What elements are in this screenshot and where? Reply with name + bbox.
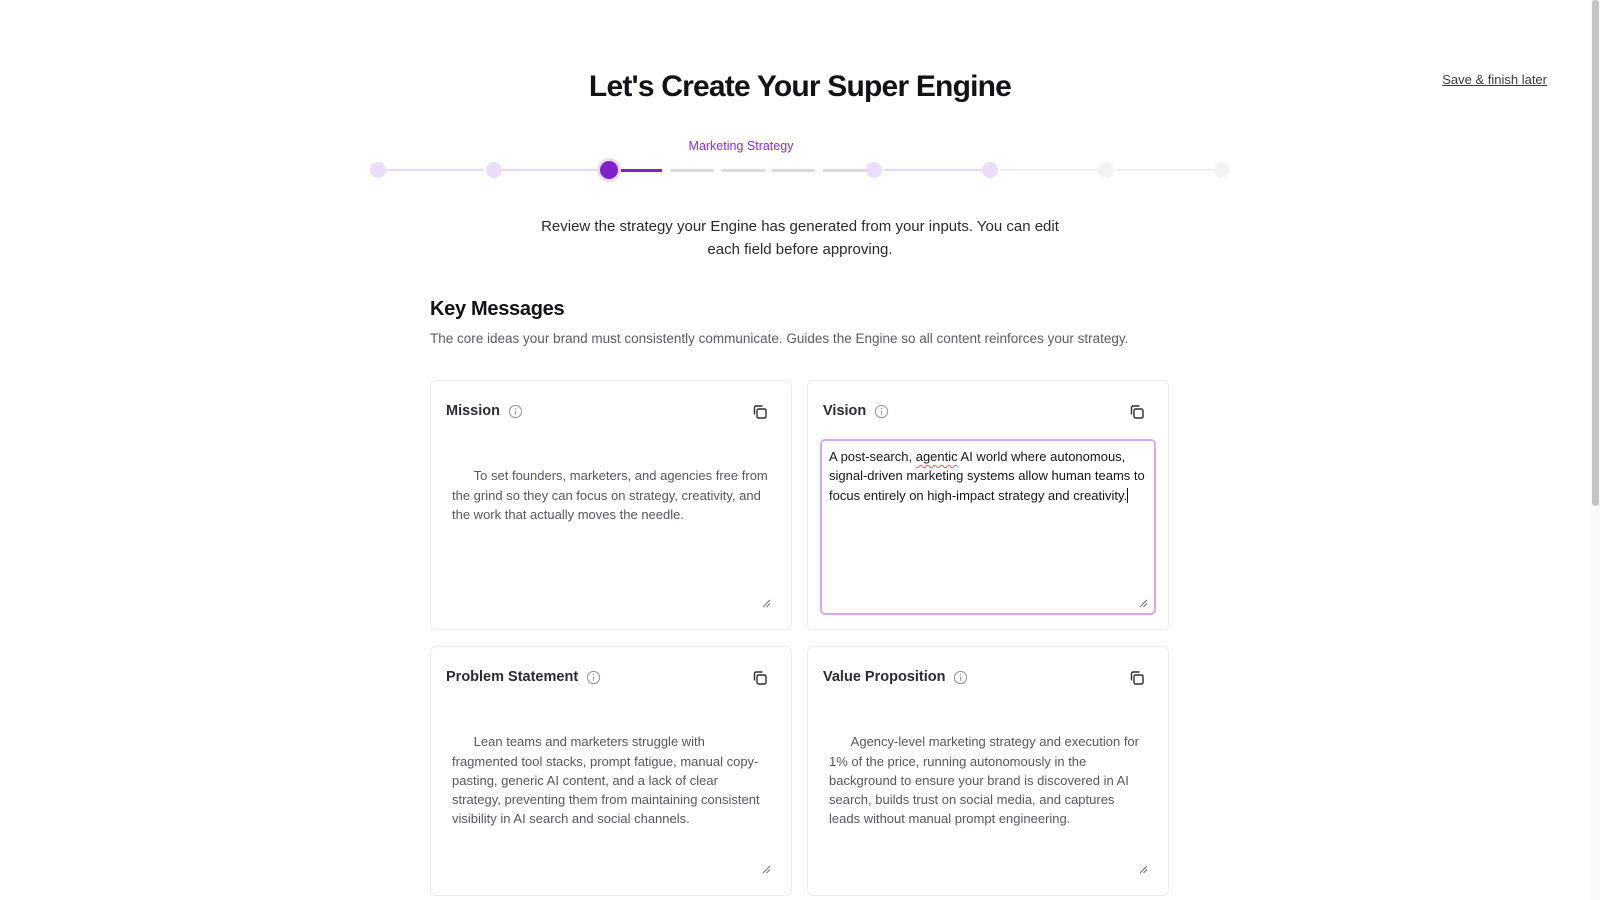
text-caret — [1127, 488, 1128, 503]
info-circle-icon[interactable] — [953, 670, 968, 685]
info-circle-icon[interactable] — [508, 404, 523, 419]
resize-grip-icon[interactable] — [762, 865, 771, 874]
spellcheck-word: agentic — [915, 449, 958, 464]
problem-statement-text: Lean teams and marketers struggle with fragmented tool stacks, prompt fatigue, manual copy-pasting, generic AI content, and a lack of clear strategy, preventing them from maintaining consistent visibility in AI search and social channels. — [452, 734, 764, 827]
card-header — [823, 403, 889, 419]
page-scrollbar[interactable] — [1591, 0, 1600, 900]
vision-textarea[interactable] — [820, 439, 1156, 615]
vision-text-end: AI world where autonomous, signal-driven marketing systems allow human teams to focus entirely on high-impact strategy and creativity. — [829, 449, 1149, 503]
card-title: Problem Statement — [446, 669, 579, 685]
copy-icon[interactable] — [751, 403, 769, 421]
resize-grip-icon[interactable] — [1139, 599, 1148, 608]
info-circle-icon[interactable] — [874, 404, 889, 419]
section-description: The core ideas your brand must consistently communicate. Guides the Engine so all content reinforces your strategy. — [430, 331, 1129, 346]
problem-statement-textarea[interactable] — [443, 705, 779, 881]
copy-icon[interactable] — [1128, 669, 1146, 687]
stepper-substep — [722, 169, 765, 172]
save-finish-later-link[interactable]: Save & finish later — [1442, 72, 1547, 87]
stepper-substep — [772, 169, 815, 172]
stepper-connector — [502, 169, 600, 171]
stepper-step-7[interactable] — [1214, 162, 1230, 178]
stepper-step-5[interactable] — [982, 162, 998, 178]
scrollbar-thumb[interactable] — [1592, 0, 1599, 506]
stepper-connector — [884, 169, 982, 171]
intro-text: Review the strategy your Engine has generated from your inputs. You can edit each field before approving. — [541, 218, 1059, 258]
stepper-step-1[interactable] — [370, 162, 386, 178]
stepper-connector — [1000, 169, 1098, 171]
card-header — [446, 669, 601, 685]
value-proposition-text: Agency-level marketing strategy and execution for 1% of the price, running autonomously in the background to ensure your brand is discovered in AI search, builds trust on social media, and captures leads without manual prompt engineering. — [829, 734, 1143, 827]
section-title: Key Messages — [430, 298, 565, 320]
progress-stepper — [0, 0, 1600, 200]
info-circle-icon[interactable] — [586, 670, 601, 685]
copy-icon[interactable] — [751, 669, 769, 687]
card-title: Vision — [823, 403, 867, 419]
stepper-connector — [386, 169, 484, 171]
stepper-step-2[interactable] — [486, 162, 502, 178]
problem-statement-card — [430, 646, 792, 896]
card-header — [446, 403, 523, 419]
page-title: Let's Create Your Super Engine — [588, 70, 1012, 103]
card-title: Mission — [446, 403, 500, 419]
card-header — [823, 669, 968, 685]
stepper-step-4[interactable] — [866, 162, 882, 178]
vision-text-start: A post-search, — [829, 449, 916, 464]
resize-grip-icon[interactable] — [1139, 865, 1148, 874]
mission-textarea[interactable] — [443, 439, 779, 615]
stepper-connector — [1116, 169, 1214, 171]
stepper-step-6[interactable] — [1098, 162, 1114, 178]
current-step-label: Marketing Strategy — [688, 139, 794, 153]
mission-text: To set founders, marketers, and agencies free from the grind so they can focus on strategy, creativity, and the work that actually moves the needle. — [452, 468, 772, 522]
copy-icon[interactable] — [1128, 403, 1146, 421]
stepper-substep — [671, 169, 714, 172]
vision-card — [807, 380, 1169, 630]
stepper-progress-bar — [618, 169, 662, 172]
mission-card — [430, 380, 792, 630]
value-proposition-textarea[interactable] — [820, 705, 1156, 881]
card-title: Value Proposition — [823, 669, 946, 685]
resize-grip-icon[interactable] — [762, 599, 771, 608]
stepper-step-3-current[interactable] — [600, 161, 618, 179]
value-proposition-card — [807, 646, 1169, 896]
stepper-substep — [823, 169, 866, 172]
